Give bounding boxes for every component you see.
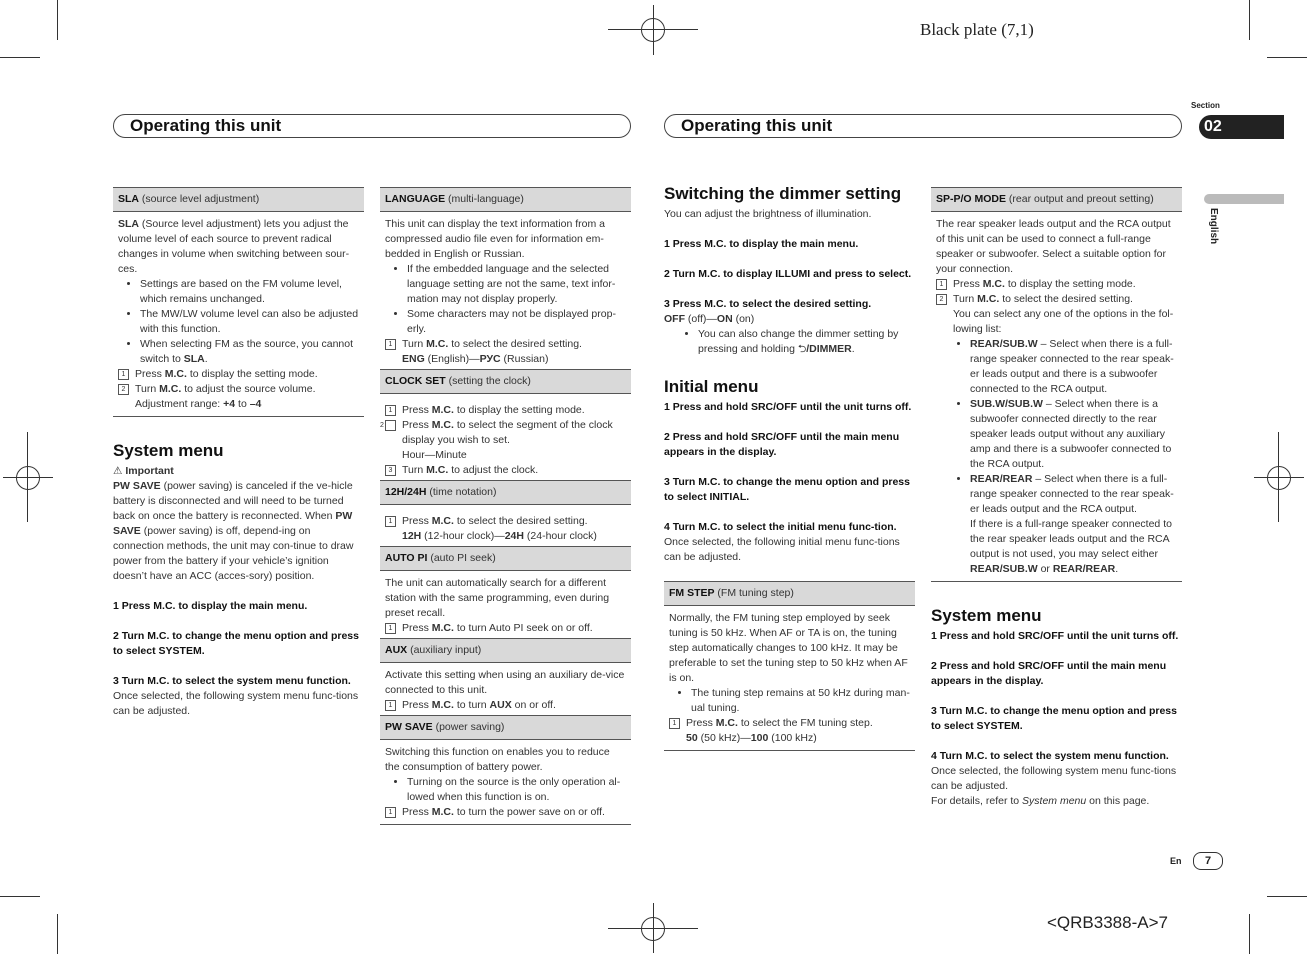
time-notation-box: 1 Press M.C. to select the desired setting. 12H (12-hour clock)—24H (24-hour clock)	[380, 505, 631, 546]
banner-right: Operating this unit	[664, 114, 1182, 138]
language-box: This unit can display the text information from a compressed audio file even for information em-bedded in English or Russian. • If the embedded language and the selected language setting are not the same, text infor-mation may not display properly. • Some characters may not be displayed prop-erly. 1 Turn M.C. to select the desired setting. ENG (English)—РУС (Russian)	[380, 212, 631, 369]
aux-box: Activate this setting when using an auxiliary de-vice connected to this unit. 1 Press M.C. to turn AUX on or off.	[385, 669, 625, 711]
dimmer-step-2: 2 Turn M.C. to display ILLUMI and press to select.	[664, 268, 912, 280]
banner-left: Operating this unit	[113, 114, 631, 138]
sla-bullets: • Settings are based on the FM volume level, which remains unchanged. • The MW/LW volume level can also be adjusted with this function. • When selecting FM as the source, you cannot switch to SLA.	[118, 277, 359, 367]
dimmer-options: OFF (off)—ON (on)	[664, 313, 755, 325]
plate-label: Black plate (7,1)	[920, 20, 1034, 39]
dimmer-step-3: 3 Press M.C. to select the desired setting.	[664, 298, 872, 310]
sys-step-1: 1 Press and hold SRC/OFF until the unit turns off.	[931, 630, 1179, 642]
step-1: 1 Press M.C. to display the main menu.	[113, 600, 308, 612]
dimmer-note: • You can also change the dimmer setting by pressing and holding ⮌/DIMMER.	[664, 327, 915, 357]
important-note: ⚠ Important	[113, 465, 174, 477]
back-icon: ⮌	[797, 343, 807, 355]
system-menu-title: System menu	[113, 441, 224, 460]
page-language: En	[1170, 856, 1182, 866]
initial-menu-title: Initial menu	[664, 377, 759, 396]
section-label: Section	[1191, 101, 1220, 110]
sys-step-2: 2 Press and hold SRC/OFF until the main menu appears in the display.	[931, 660, 1167, 687]
sys-step-3: 3 Turn M.C. to change the menu option and press to select SYSTEM.	[931, 705, 1177, 732]
init-closing: Once selected, the following initial menu func-tions can be adjusted.	[664, 536, 900, 563]
sla-box: SLA (Source level adjustment) lets you adjust the volume level of each source to prevent radical changes in volume when switching between sour-ces. • Settings are based on the FM volume level, which remains unchanged. • The MW/LW volume level can also be adjusted with this function. • When selecting FM as the source, you cannot switch to SLA. 1 Press M.C. to display the setting mode. 2 Turn M.C. to adjust the source volume. Adjustment range: +4 to –4	[113, 212, 364, 417]
language-tab	[1204, 194, 1284, 204]
init-step-4: 4 Turn M.C. to select the initial menu func-tion.	[664, 521, 897, 533]
sla-header: SLA (source level adjustment)	[113, 187, 364, 212]
step-3: 3 Turn M.C. to select the system menu function.	[113, 675, 351, 687]
sys-closing: Once selected, the following system menu func-tions can be adjusted.	[931, 765, 1177, 792]
auto-pi-box: The unit can automatically search for a different station with the same programming, even during preset recall. 1 Press M.C. to turn Auto PI seek on or off.	[385, 577, 610, 634]
pw-save-note: PW SAVE (power saving) is canceled if the ve-hicle battery is disconnected and will need to be turned back on once the battery is reconnected. When PW SAVE (power saving) is off, depend-ing on connection methods, the unit may con-tinue to draw power from the battery if your vehicle’s ignition doesn’t have an ACC (acces-sory) position.	[113, 480, 354, 582]
column-4	[931, 187, 1182, 809]
sys-step-4: 4 Turn M.C. to select the system menu function.	[931, 750, 1169, 762]
pw-save-header: PW SAVE (power saving)	[380, 715, 631, 740]
page-number: 7	[1193, 852, 1223, 870]
auto-pi-header: AUTO PI (auto PI seek)	[380, 546, 631, 571]
pw-save-box: Switching this function on enables you to reduce the consumption of battery power. • Turning on the source is the only operation al-lowed when this function is on. 1 Press M.C. to turn the power save on or off.	[380, 740, 631, 825]
language-header: LANGUAGE (multi-language)	[380, 187, 631, 212]
clock-box: 1 Press M.C. to display the setting mode. 2 Press M.C. to select the segment of the clock display you wish to set. Hour—Minute 3 Turn M.C. to adjust the clock.	[380, 404, 613, 476]
step-2: 2 Turn M.C. to change the menu option and press to select SYSTEM.	[113, 630, 359, 657]
sys-reference: For details, refer to System menu on this page.	[931, 795, 1150, 807]
sp-po-box: The rear speaker leads output and the RCA output of this unit can be used to connect a full-range speaker or subwoofer. Select a suitable option for your connection. 1 Press M.C. to display the setting mode. 2 Turn M.C. to select the desired setting. You can select any one of the options in the fol-lowing list: • REAR/SUB.W – Select when there is a full-range speaker connected to the rear speak-er leads output and there is a subwoofer connected to the RCA output. • SUB.W/SUB.W – Select when there is a subwoofer connected directly to the rear speaker leads output without any auxiliary amp and there is a subwoofer connected to the RCA output. • REAR/REAR – Select when there is a full-range speaker connected to the rear speak-er leads output and the RCA output. If there is a full-range speaker connected to the rear speaker leads output and the RCA output is not used, you may select either REAR/SUB.W or REAR/REAR.	[931, 212, 1182, 582]
closing-text: Once selected, the following system menu func-tions can be adjusted.	[113, 690, 359, 717]
dimmer-intro: You can adjust the brightness of illumination.	[664, 208, 872, 220]
aux-header: AUX (auxiliary input)	[380, 638, 631, 663]
section-number: 02	[1204, 118, 1222, 135]
fm-step-header: FM STEP (FM tuning step)	[664, 581, 915, 606]
sp-po-header: SP-P/O MODE (rear output and preout setting)	[931, 187, 1182, 212]
fm-step-box: Normally, the FM tuning step employed by seek tuning is 50 kHz. When AF or TA is on, the tuning step automatically changes to 100 kHz. It may be preferable to set the tuning step to 50 kHz when AF is on. • The tuning step remains at 50 kHz during man-ual tuning. 1 Press M.C. to select the FM tuning step. 50 (50 kHz)—100 (100 kHz)	[664, 606, 915, 751]
column-1	[113, 187, 364, 719]
dimmer-step-1: 1 Press M.C. to display the main menu.	[664, 238, 859, 250]
init-step-2: 2 Press and hold SRC/OFF until the main menu appears in the display.	[664, 431, 900, 458]
language-label: English	[1208, 208, 1219, 245]
init-step-3: 3 Turn M.C. to change the menu option and press to select INITIAL.	[664, 476, 910, 503]
footer-code: <QRB3388-A>7	[1047, 913, 1168, 932]
important-icon: ⚠	[113, 465, 123, 477]
dimmer-title: Switching the dimmer setting	[664, 184, 902, 203]
time-notation-header: 12H/24H (time notation)	[380, 480, 631, 505]
clock-header: CLOCK SET (setting the clock)	[380, 369, 631, 394]
init-step-1: 1 Press and hold SRC/OFF until the unit turns off.	[664, 401, 912, 413]
system-menu-title-2: System menu	[931, 606, 1042, 625]
column-3	[664, 186, 915, 751]
column-2	[380, 187, 631, 825]
